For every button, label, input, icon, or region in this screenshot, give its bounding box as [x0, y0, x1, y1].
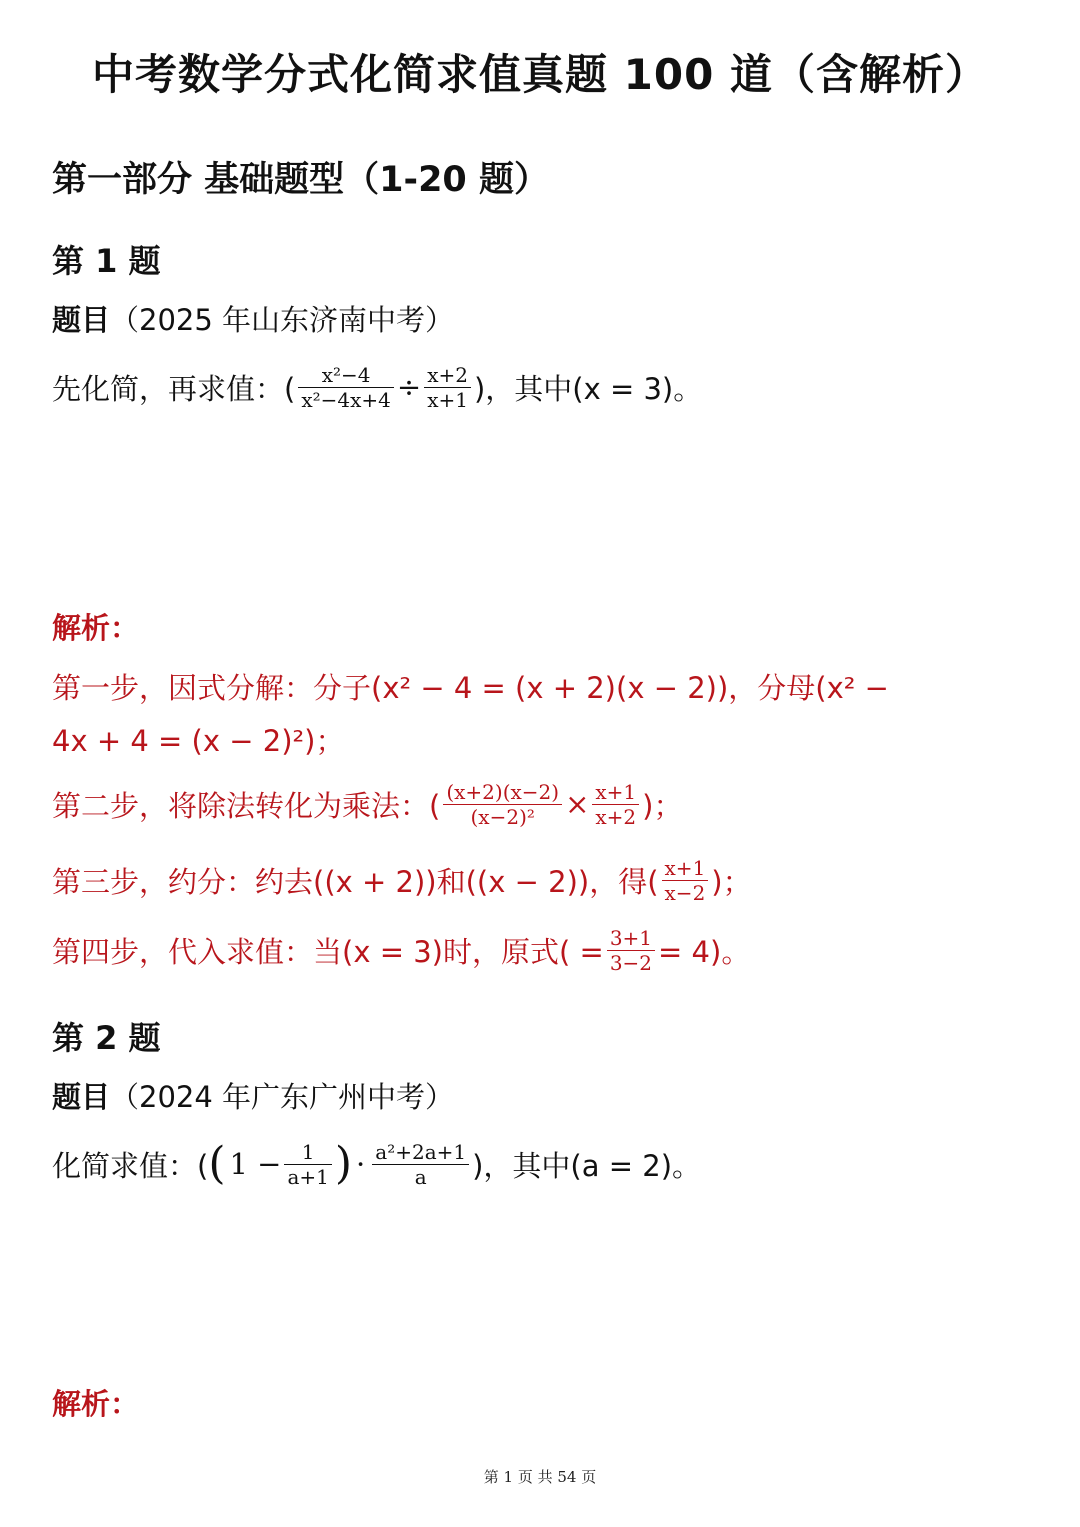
source-label: 题目	[52, 303, 111, 337]
denominator: x+1	[427, 387, 468, 412]
analysis-label-2: 解析：	[52, 1387, 140, 1421]
fraction	[372, 1140, 469, 1189]
step-suffix: = 4)。	[658, 934, 751, 969]
prompt-text: 化简求值：(	[52, 1148, 209, 1183]
section-heading: 第一部分 基础题型（1-20 题）	[52, 160, 549, 200]
step-suffix: )；	[711, 864, 752, 899]
denominator: x−2	[664, 880, 706, 905]
numerator: (x+2)(x−2)	[446, 779, 560, 804]
fraction	[607, 926, 655, 975]
analysis-step-1-continued: 4x + 4 = (x − 2)²)；	[52, 724, 345, 758]
step-text: 第四步，代入求值：当(x = 3)时，原式( =	[52, 934, 604, 969]
question-2-heading: 第 2 题	[52, 1019, 161, 1057]
step-suffix: )；	[642, 788, 683, 823]
numerator: a²+2a+1	[375, 1139, 467, 1164]
question-1-source	[52, 298, 454, 339]
big-paren-close: )	[334, 1138, 353, 1189]
numerator: x+2	[427, 362, 468, 387]
analysis-step-3	[52, 848, 752, 912]
analysis-step-1: 第一步，因式分解：分子(x² − 4 = (x + 2)(x − 2))，分母(x² −	[52, 671, 889, 705]
denominator: a	[414, 1164, 427, 1189]
numerator: x+1	[595, 779, 637, 804]
prompt-text: 先化简，再求值：(	[52, 371, 296, 406]
document-title: 中考数学分式化简求值真题 100 道（含解析）	[92, 50, 988, 99]
denominator: x+2	[595, 804, 637, 829]
denominator: (x−2)²	[470, 804, 535, 829]
numerator: x+1	[664, 855, 706, 880]
source-label: 题目	[52, 1080, 111, 1114]
source-detail: （2024 年广东广州中考）	[110, 1080, 455, 1114]
fraction	[443, 780, 562, 829]
question-1-prompt	[52, 355, 702, 419]
denominator: a+1	[287, 1164, 329, 1189]
prompt-suffix: )，其中(x = 3)。	[473, 371, 703, 406]
numerator: x²−4	[321, 362, 371, 387]
step-text: 第三步，约分：约去((x + 2))和((x − 2))，得(	[52, 864, 659, 899]
denominator: 3−2	[609, 950, 653, 975]
fraction	[592, 780, 639, 829]
analysis-step-2	[52, 772, 682, 836]
fraction	[424, 363, 471, 412]
analysis-label: 解析：	[52, 611, 140, 645]
operator: ×	[565, 787, 590, 821]
operator: ÷	[396, 370, 422, 404]
numerator: 3+1	[609, 925, 653, 950]
question-1-heading: 第 1 题	[52, 242, 161, 280]
question-2-prompt	[52, 1132, 701, 1196]
fraction	[298, 363, 394, 412]
numerator: 1	[301, 1139, 315, 1164]
source-detail: （2025 年山东济南中考）	[110, 303, 455, 337]
fraction	[662, 856, 709, 905]
dot-operator: ·	[356, 1147, 366, 1181]
denominator: x²−4x+4	[301, 387, 391, 412]
one-minus: 1 −	[229, 1147, 282, 1181]
fraction	[284, 1140, 331, 1189]
analysis-step-4	[52, 918, 750, 982]
step-text: 第二步，将除法转化为乘法：(	[52, 788, 441, 823]
prompt-suffix: )，其中(a = 2)。	[472, 1148, 702, 1183]
page-footer: 第 1 页 共 54 页	[483, 1468, 597, 1486]
big-paren-open: (	[208, 1138, 226, 1189]
question-2-source	[52, 1075, 454, 1116]
